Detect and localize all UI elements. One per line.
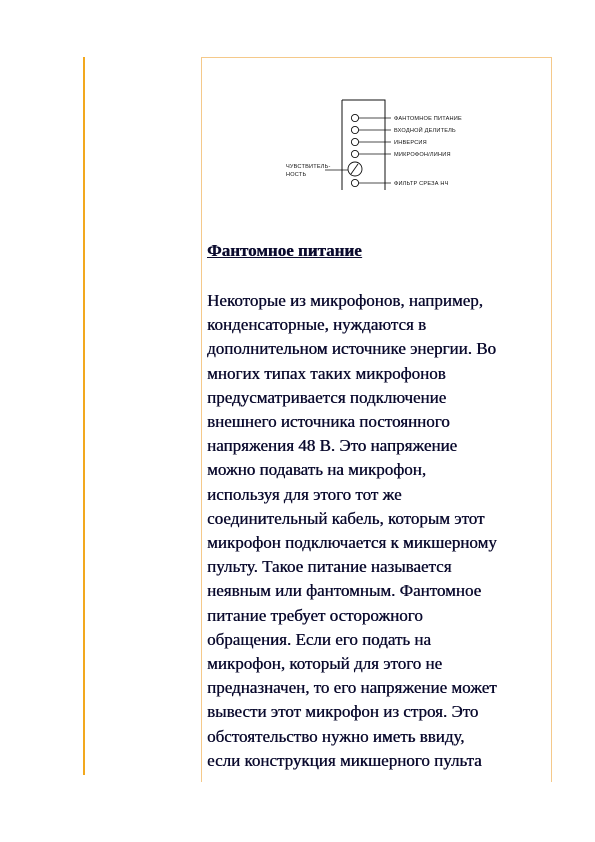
body-line: пульту. Такое питание называется	[207, 557, 452, 577]
body-line: дополнительном источнике энергии. Во	[207, 339, 496, 359]
body-line: неявным или фантомным. Фантомное	[207, 581, 482, 601]
body-line: вывести этот микрофон из строя. Это	[207, 702, 479, 722]
body-line: питание требует осторожного	[207, 605, 423, 625]
diagram-label: ЧУВСТВИТЕЛЬ-	[286, 164, 331, 170]
body-line: используя для этого тот же	[207, 484, 402, 504]
body-line: обращения. Если его подать на	[207, 629, 431, 649]
body-line: можно подавать на микрофон,	[207, 460, 426, 480]
body-line: обстоятельство нужно иметь ввиду,	[207, 726, 465, 746]
body-line: если конструкция микшерного пульта	[207, 750, 482, 770]
mic-line-button	[351, 150, 358, 157]
diagram-label: МИКРОФОН/ЛИНИЯ	[394, 152, 451, 158]
body-line: конденсаторные, нуждаются в	[207, 315, 426, 335]
input-pad-button	[351, 126, 358, 133]
body-line: Некоторые из микрофонов, например,	[207, 291, 483, 310]
body-line: многих типах таких микрофонов	[207, 363, 446, 383]
body-line: соединительный кабель, которым этот	[207, 508, 485, 528]
body-line: предназначен, то его напряжение может	[207, 678, 497, 698]
phantom-power-button	[351, 114, 358, 121]
channel-strip-outline	[342, 100, 385, 190]
section-body	[207, 289, 552, 773]
diagram-label: ФИЛЬТР СРЕЗА НЧ	[394, 181, 449, 187]
left-margin-rule	[83, 57, 85, 775]
diagram-label: ИНВЕРСИЯ	[394, 140, 427, 146]
section-heading: Фантомное питание	[207, 241, 362, 260]
body-line: внешнего источника постоянного	[207, 412, 450, 432]
phase-invert-button	[351, 138, 358, 145]
body-line: микрофон, который для этого не	[207, 654, 443, 674]
body-line: напряжения 48 В. Это напряжение	[207, 436, 458, 456]
diagram-label: ВХОДНОЙ ДЕЛИТЕЛЬ	[394, 128, 456, 134]
low-cut-filter-button	[351, 179, 358, 186]
diagram-label: НОСТЬ	[286, 172, 307, 178]
diagram-label: ФАНТОМНОЕ ПИТАНИЕ	[394, 116, 462, 122]
channel-strip-diagram	[281, 99, 481, 191]
body-line: микрофон подключается к микшерному	[207, 533, 497, 553]
body-line: предусматривается подключение	[207, 387, 447, 407]
